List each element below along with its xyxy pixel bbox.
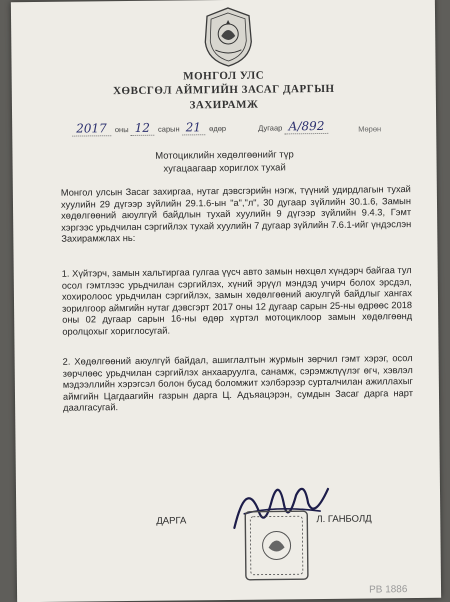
item-2-paragraph: 2. Хөдөлгөөний аюулгүй байдал, ашиглалтын журмын зөрчил гэмт хэрэг, осол зөрчлөөс урьдчилан сэргийлэх анхааруулга, санамж, сэрэмжлүүлэг өгч, хэвлэл мэдээллийн хэрэгсэл болон бусад боломжит хэлбэрээр сурталчилан ажиллахыг аймгийн Цагдаагийн газрын дарга Ц. Адъяацэрэн, сумдын Засаг дарга нарт даалгасугай. — [62, 353, 414, 414]
header-office: ХӨВСГӨЛ АЙМГИЙН ЗАСАГ ДАРГЫН — [113, 82, 335, 98]
state-emblem-icon — [201, 6, 256, 69]
title-line-1: Мотоциклийн хөдөлгөөнийг түр — [155, 149, 294, 162]
date-month-label: сарын — [157, 124, 180, 134]
official-stamp — [241, 507, 312, 584]
preamble-paragraph: Монгол улсын Засаг захиргаа, нутаг дэвсгэрийн нэгж, түүний удирдлагын тухай хуулийн 29 дүгээр зүйлийн 29.1.6-ын "а","л", 30 дугаар зүйлийн 30.1.6, Замын хөдөлгөөний аюулгүй байдлын тухай хуулийн 9 дүгээр зүйлийн 9.4.3, Гэмт хэргээс урьдчилан сэргийлэх тухай хуулийн 7 дугаар зүйлийн 7.6.1-ийг үндэслэн Захирамжлах нь: — [60, 184, 412, 245]
date-day: 21 — [182, 120, 205, 135]
doc-number: А/892 — [284, 119, 328, 134]
date-line — [72, 120, 226, 137]
document-title — [12, 147, 436, 177]
title-line-2: хугацаагаар хориглох тухай — [163, 162, 286, 175]
number-line — [258, 119, 330, 135]
signatory-name: Л. ГАНБОЛД — [316, 513, 372, 526]
document-page — [11, 0, 441, 602]
registration-number: РВ 1886 — [368, 584, 408, 596]
signatory-title: ДАРГА — [156, 515, 187, 527]
date-day-label: өдөр — [209, 123, 227, 134]
item-1-paragraph: 1. Хүйтэрч, замын хальтиргаа гулгаа үүсч авто замын нөхцөл хүндэрч байгаа тул осол гэмтлээс урьдчилан сэргийлэх, хүний эрүүл мэндэд учирч болох эрсдэл, хохиролоос урьдчилан сэргийлэх, замын хөдөлгөөний аюулгүй байдлыг хангах зорилгоор аймгийн нутаг дэвсгэрт 2017 оны 12 дугаар сарын 25-ны өдрөөс 2018 оны 02 дугаар сарын 16-ны өдөр хүртэл мотоциклоор замын хөдөлгөөнд оролцохыг хориглосугай. — [61, 265, 413, 337]
date-year: 2017 — [72, 121, 111, 136]
place-name: Мөрөн — [358, 124, 382, 134]
header-doc-type: ЗАХИРАМЖ — [189, 98, 259, 112]
date-year-label: оны — [114, 125, 129, 135]
header-country: МОНГОЛ УЛС — [183, 69, 265, 83]
date-month: 12 — [131, 121, 154, 136]
number-label: Дугаар — [258, 123, 283, 133]
